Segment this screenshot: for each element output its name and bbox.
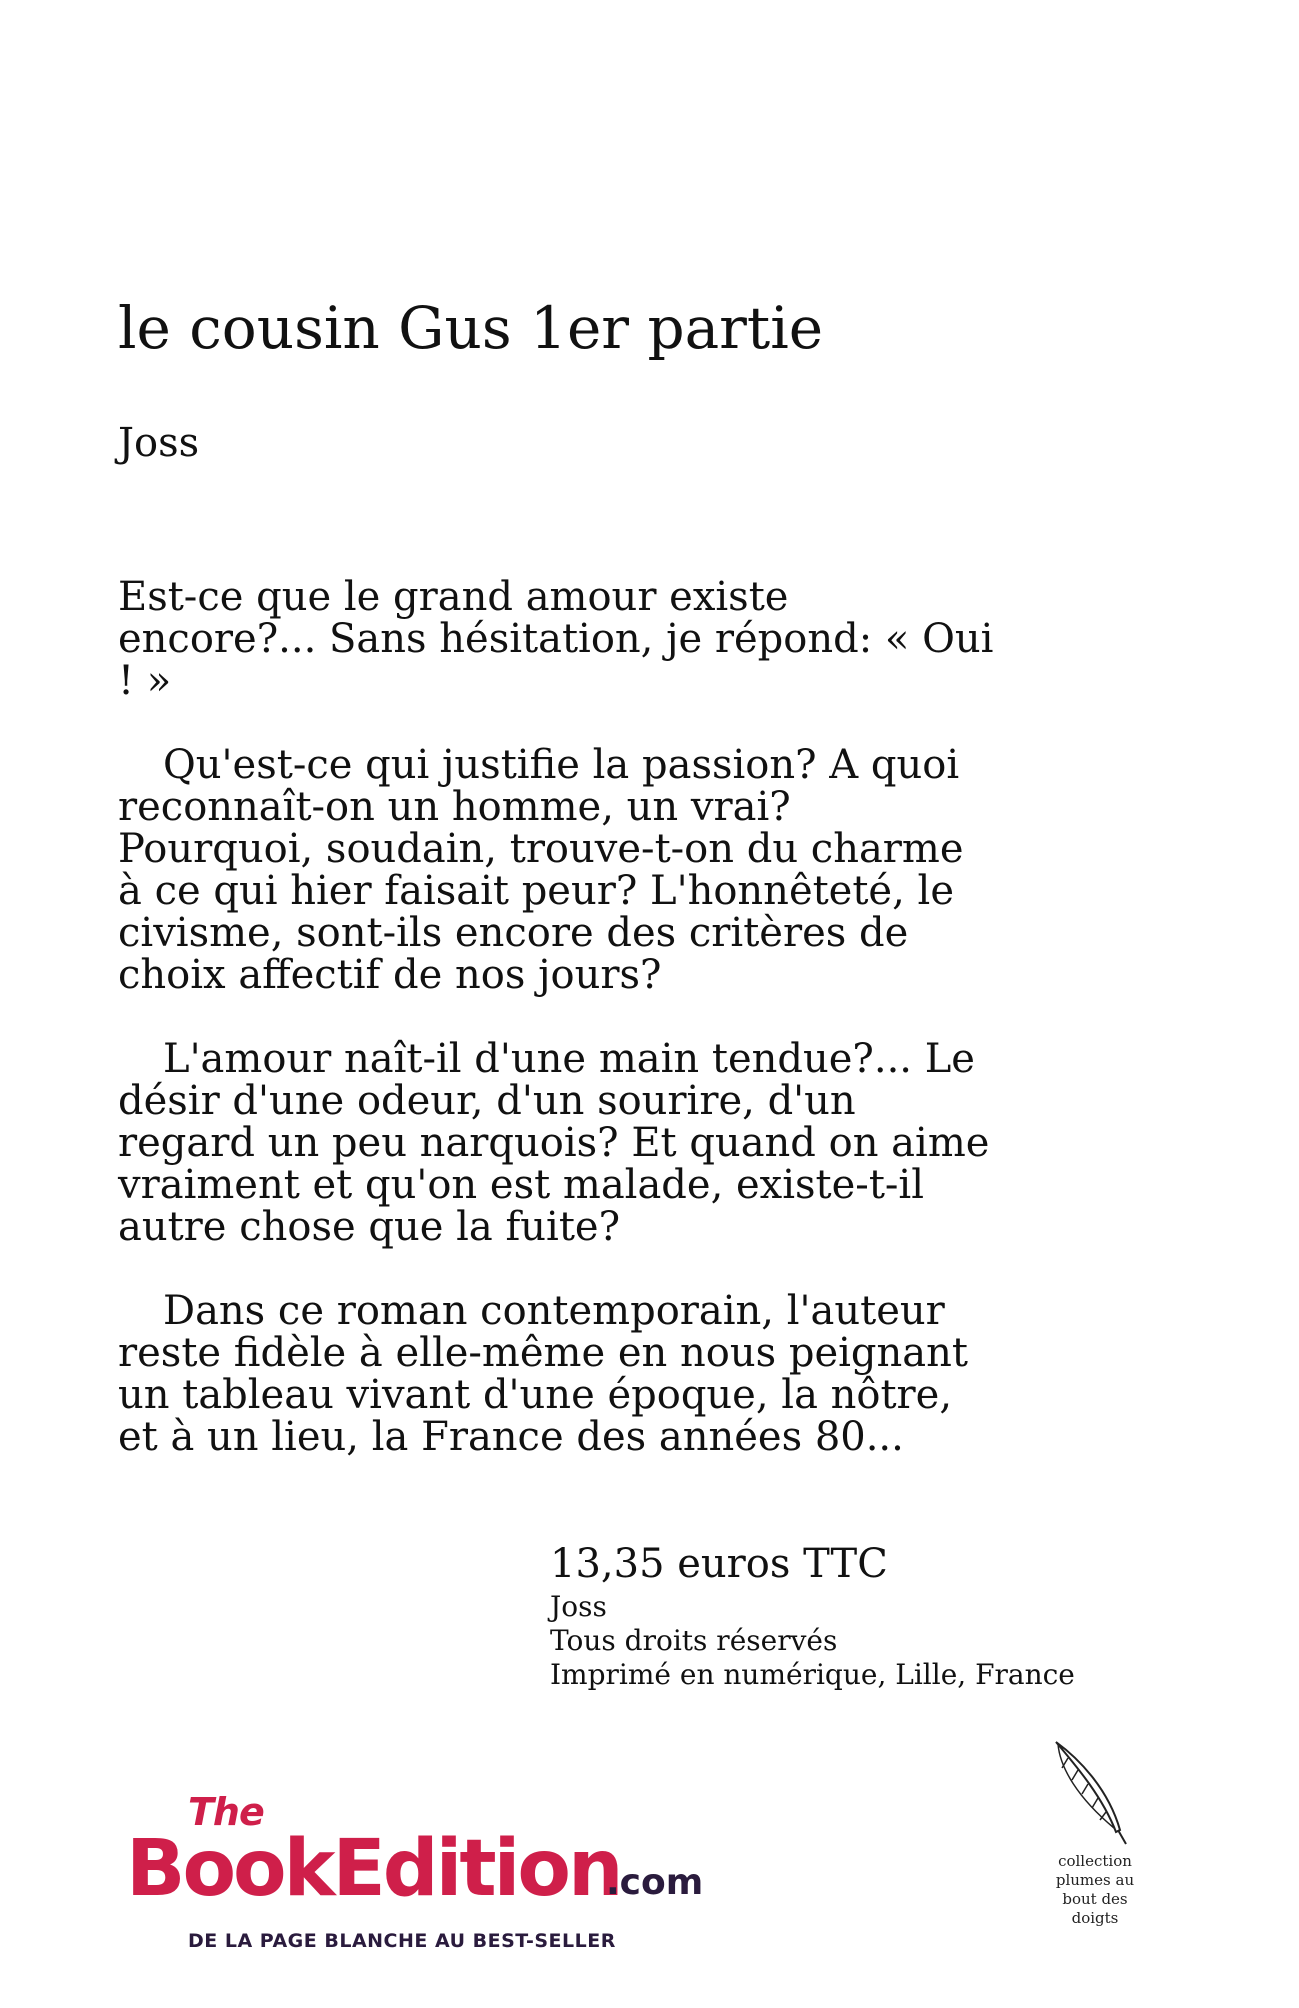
logo-name: BookEdition bbox=[126, 1824, 621, 1914]
rights-notice: Tous droits réservés bbox=[550, 1624, 838, 1657]
printing-notice: Imprimé en numérique, Lille, France bbox=[550, 1658, 1075, 1691]
collection-line: plumes au bbox=[1055, 1871, 1135, 1889]
collection-line: bout des bbox=[1062, 1890, 1128, 1908]
logo-tagline: DE LA PAGE BLANCHE AU BEST-SELLER bbox=[188, 1930, 616, 1952]
blurb-paragraph: Qu'est-ce qui justifie la passion? A quoi reconnaît-on un homme, un vrai? Pourquoi, soudain, trouve-t-on du charme à ce qui hier faisait peur? L'honnêteté, le civisme, sont-ils encore des critères de choix affectif de nos jours? bbox=[118, 742, 964, 998]
blurb-paragraph: Est-ce que le grand amour existe encore?... Sans hésitation, je répond: « Oui ! » bbox=[118, 574, 994, 704]
back-cover-blurb bbox=[118, 576, 998, 1500]
quill-icon bbox=[1048, 1738, 1138, 1848]
blurb-paragraph: Dans ce roman contemporain, l'auteur reste fidèle à elle-même en nous peignant un tableau vivant d'une époque, la nôtre, et à un lieu, la France des années 80... bbox=[118, 1288, 968, 1460]
colophon bbox=[550, 1538, 1190, 1692]
collection-line: doigts bbox=[1071, 1909, 1119, 1927]
book-author: Joss bbox=[118, 420, 200, 466]
book-title: le cousin Gus 1er partie bbox=[118, 294, 824, 362]
collection-label bbox=[1040, 1852, 1150, 1928]
colophon-author: Joss bbox=[550, 1590, 607, 1623]
blurb-paragraph: L'amour naît-il d'une main tendue?... Le désir d'une odeur, d'un sourire, d'un regard un peu narquois? Et quand on aime vraiment et qu'on est malade, existe-t-il autre chose que la fuite? bbox=[118, 1036, 990, 1250]
collection-line: collection bbox=[1058, 1852, 1132, 1870]
price: 13,35 euros TTC bbox=[550, 1541, 888, 1587]
logo-the: The bbox=[188, 1790, 264, 1834]
logo-domain: .com bbox=[606, 1862, 704, 1903]
publisher-logo bbox=[126, 1790, 726, 1970]
